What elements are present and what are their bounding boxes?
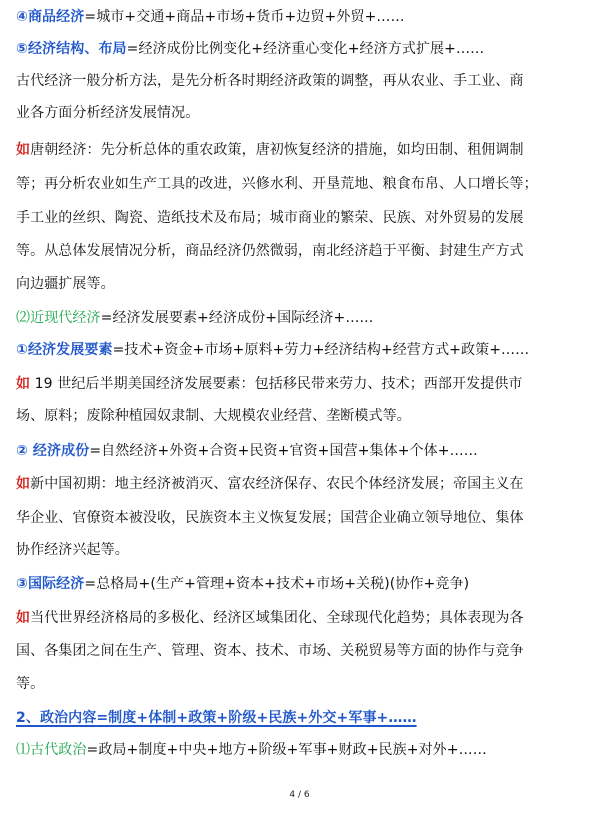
line-economic-structure [16, 39, 585, 59]
paragraph-line: 协作经济兴起等。 [16, 542, 129, 558]
item-text: =总格局+(生产+管理+资本+技术+市场+关税)(协作+竞争) [84, 576, 470, 592]
item-label: ② 经济成份 [16, 443, 90, 459]
section-heading-politics [16, 708, 585, 728]
example-mark: 如 [16, 610, 31, 626]
example-mark: 如 [16, 376, 31, 392]
line-international-economy [16, 574, 585, 594]
paragraph-line: 手工业的丝织、陶瓷、造纸技术及布局；城市商业的繁荣、民族、对外贸易的发展 [16, 210, 524, 226]
paragraph-line: 古代经济一般分析方法，是先分析各时期经济政策的调整，再从农业、手工业、商 [16, 73, 524, 89]
paragraph-line: 业各方面分析经济发展情况。 [16, 105, 200, 121]
paragraph-text: 新中国初期：地主经济被消灭、富农经济保存、农民个体经济发展；帝国主义在 [30, 476, 524, 492]
item-text: =经济成份比例变化+经济重心变化+经济方式扩展+…… [126, 41, 485, 57]
example-line [16, 474, 585, 494]
item-label: ④商品经济 [16, 9, 85, 25]
paragraph-line: 国、各集团之间在生产、管理、资本、技术、市场、关税贸易等方面的协作与竞争 [16, 643, 524, 659]
example-line [16, 140, 585, 160]
section-label: ⑴古代政治 [16, 742, 87, 758]
heading-text: =制度+体制+政策+阶级+民族+外交+军事+…… [96, 710, 417, 726]
paragraph-text: 唐朝经济：先分析总体的重农政策，唐初恢复经济的措施，如均田制、租佣调制 [30, 142, 524, 158]
item-text: =城市+交通+商品+市场+货币+边贸+外贸+…… [84, 9, 405, 25]
example-line [16, 374, 585, 394]
line-modern-economy [16, 308, 585, 328]
line-commodity-economy [16, 7, 585, 27]
paragraph-line: 向边疆扩展等。 [16, 276, 115, 292]
paragraph-line: 等；再分析农业如生产工具的改进，兴修水利、开垦荒地、粮食布帛、人口增长等； [16, 176, 538, 192]
paragraph-line: 等。从总体发展情况分析，商品经济仍然微弱，南北经济趋于平衡、封建生产方式 [16, 243, 524, 259]
paragraph-line: 等。 [16, 676, 45, 692]
item-text: =自然经济+外资+合资+民资+官资+国营+集体+个体+…… [89, 443, 478, 459]
item-label: ③国际经济 [16, 576, 85, 592]
item-text: =经济发展要素+经济成份+国际经济+…… [100, 310, 374, 326]
paragraph-text: 当代世界经济格局的多极化、经济区域集团化、全球现代化趋势；具体表现为各 [30, 610, 524, 626]
paragraph-text: 19 世纪后半期美国经济发展要素：包括移民带来劳力、技术；西部开发提供市 [30, 376, 523, 392]
paragraph-line: 场、原料；废除种植园奴隶制、大规模农业经营、垄断模式等。 [16, 408, 411, 424]
example-line [16, 608, 585, 628]
item-text: =技术+资金+市场+原料+劳力+经济结构+经营方式+政策+…… [112, 342, 530, 358]
item-label: ⑤经济结构、布局 [16, 41, 127, 57]
item-text: =政局+制度+中央+地方+阶级+军事+财政+民族+对外+…… [86, 742, 487, 758]
paragraph-line: 华企业、官僚资本被没收，民族资本主义恢复发展；国营企业确立领导地位、集体 [16, 510, 524, 526]
example-mark: 如 [16, 142, 31, 158]
section-label: ⑵近现代经济 [16, 310, 101, 326]
page-number: 4 / 6 [289, 790, 310, 800]
line-economic-components [16, 441, 585, 461]
line-ancient-politics [16, 740, 585, 760]
example-mark: 如 [16, 476, 31, 492]
heading-label: 2、政治内容 [16, 710, 97, 726]
item-label: ①经济发展要素 [16, 342, 113, 358]
line-development-factors [16, 340, 585, 360]
